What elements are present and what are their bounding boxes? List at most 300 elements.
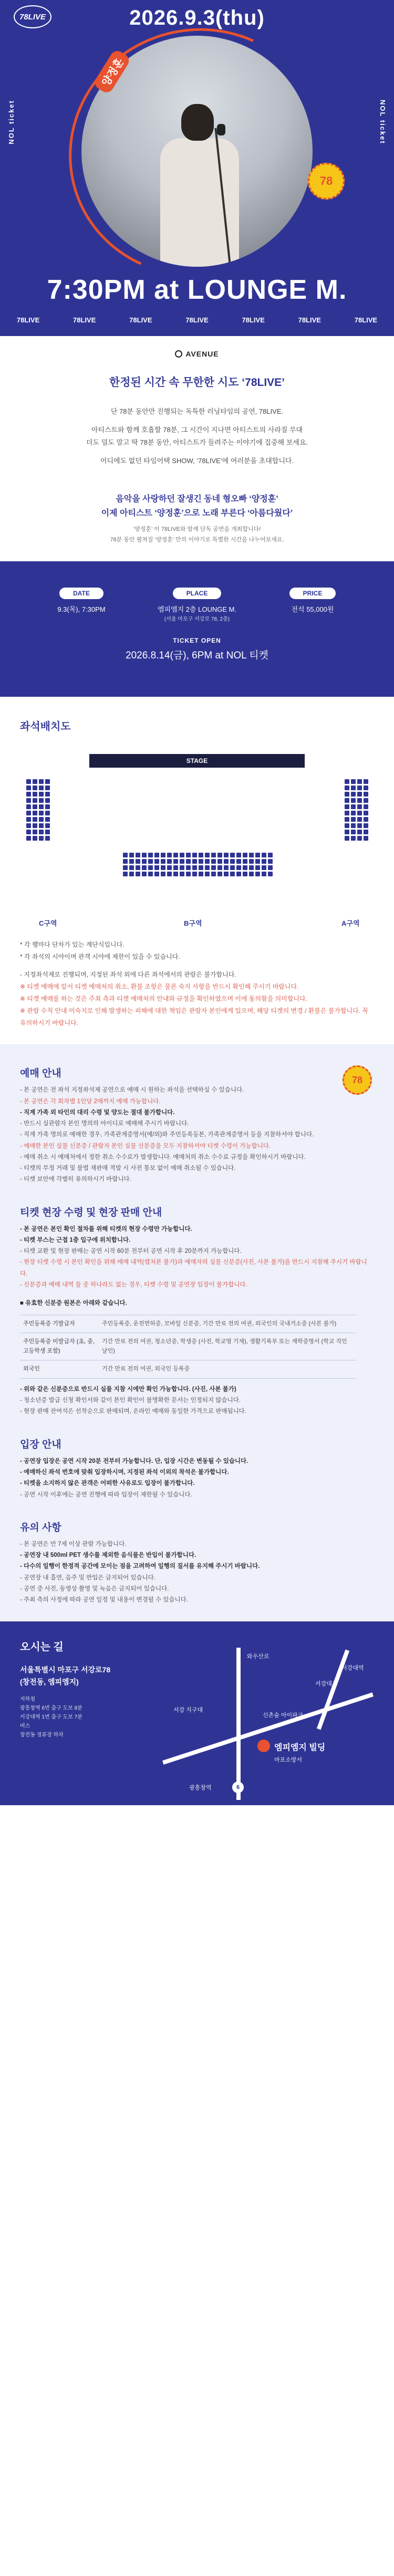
seat — [26, 811, 31, 815]
seat — [167, 853, 172, 857]
seat — [123, 872, 128, 876]
notice-line: - 본 공연은 전 좌석 지정좌석제 공연으로 예매 시 원하는 좌석을 선택하실 수 있습니다. — [20, 1087, 244, 1094]
seat — [129, 865, 134, 870]
seat — [192, 853, 197, 857]
seat — [39, 792, 44, 797]
marquee-item: 78LIVE — [16, 316, 40, 324]
seat — [351, 811, 356, 815]
seat — [136, 865, 140, 870]
seat — [230, 872, 235, 876]
notice-line: - 예매 취소 시 예매처에서 정한 취소 수수료가 발생합니다. 예매처의 취소 수수료 규정을 확인하시기 바랍니다. — [20, 1154, 306, 1160]
seat — [249, 853, 254, 857]
seat — [351, 779, 356, 784]
seat-rule: ※ 티켓 예매를 하는 것은 주최 측과 티켓 예매처의 안내와 규정을 확인하였으며 이에 동의함을 의미합니다. — [20, 994, 307, 1002]
marquee-item: 78LIVE — [185, 316, 209, 324]
notice-line: - 공연장 내 흡연, 음주 및 반입은 금지되어 있습니다. — [20, 1574, 155, 1581]
intro-paragraph: 어디에도 없던 타임어택 SHOW, ‘78LIVE’에 여러분을 초대합니다. — [100, 457, 294, 465]
seat — [199, 865, 203, 870]
seat — [211, 865, 216, 870]
map-label: 신촌숲 아이파크 — [263, 1712, 304, 1719]
seat — [161, 859, 165, 864]
nol-ticket-vertical-left: NOL ticket — [7, 100, 15, 144]
seat — [224, 853, 229, 857]
seat — [236, 872, 241, 876]
hero-date: 2026.9.3(thu) — [129, 6, 265, 29]
seat — [26, 804, 31, 809]
ticket-pickup-list — [20, 1224, 374, 1291]
info-columns — [0, 588, 394, 623]
78-badge-small: 78 — [343, 1065, 372, 1095]
map-label: 서강대교 — [315, 1681, 338, 1688]
seat — [186, 853, 191, 857]
notice-line: - 신분증과 예매 내역 둘 중 하나라도 없는 경우, 티켓 수령 및 공연장 입장이 불가합니다. — [20, 1282, 247, 1289]
ticket-open-label: TICKET OPEN — [173, 637, 221, 645]
78-badge: 78 — [308, 163, 345, 200]
notice-line: - 본 공연은 본인 확인 절차를 위해 티켓의 현장 수령만 가능합니다. — [20, 1226, 192, 1232]
road — [162, 1693, 374, 1765]
seat — [364, 817, 368, 822]
seat — [249, 872, 254, 876]
notice-line: - 티켓을 소지하지 않은 관객은 어떠한 사유로도 입장이 불가합니다. — [20, 1480, 195, 1487]
seat — [217, 859, 222, 864]
seat — [357, 779, 362, 784]
seat-block-a — [345, 779, 368, 841]
seat — [39, 823, 44, 828]
address: 서울특별시 마포구 서강로78 — [20, 1666, 111, 1674]
seat — [154, 865, 159, 870]
orange-arc-decoration — [34, 0, 360, 312]
marquee-item: 78LIVE — [354, 316, 378, 324]
seat — [39, 836, 44, 841]
seat-rule: ※ 티켓 예매에 앞서 티켓 예매처의 취소, 환불 조항은 물론 숙지 사항을 반드시 확인해 주시기 바랍니다. — [20, 983, 299, 991]
seat — [180, 859, 184, 864]
seat — [351, 836, 356, 841]
seat — [142, 859, 147, 864]
entry-guide-list — [20, 1456, 374, 1501]
seat — [236, 865, 241, 870]
seat — [351, 804, 356, 809]
seat — [136, 853, 140, 857]
seat — [345, 792, 349, 797]
seat — [129, 859, 134, 864]
seat — [364, 836, 368, 841]
event-info-band — [0, 561, 394, 697]
seat — [45, 811, 50, 815]
transport-info: 지하철 광흥창역 6번 출구 도보 8분 서강대역 1번 출구 도보 7분 버스 창전동 정류장 하차 — [20, 1697, 82, 1739]
seat — [173, 853, 178, 857]
seat — [224, 859, 229, 864]
seat — [364, 786, 368, 790]
notice-line: - 공연장 입장은 공연 시작 20분 전부터 가능합니다. 단, 입장 시간은 변동될 수 있습니다. — [20, 1458, 248, 1464]
booking-guide-title: 예매 안내 — [20, 1068, 61, 1080]
seat-block-c — [26, 779, 50, 841]
seat — [268, 865, 273, 870]
seat — [33, 804, 37, 809]
seat — [45, 792, 50, 797]
directions-section — [0, 1621, 394, 1805]
place-pill: PLACE — [173, 588, 222, 599]
intro-paragraph: 아티스트와 함께 호흡할 78분, 그 시간이 지나면 아티스트의 사라질 무대 더도 덜도 말고 딱 78분 동안, 아티스트가 들려주는 이야기에 집중해 보세요. — [86, 425, 308, 447]
map-label: 마포소방서 — [274, 1757, 303, 1764]
seat — [205, 865, 210, 870]
seat — [205, 859, 210, 864]
table-row — [20, 1360, 356, 1379]
place-address: (서울 마포구 서강로 78, 2층) — [164, 616, 230, 623]
seat — [230, 859, 235, 864]
seat — [129, 853, 134, 857]
seat — [357, 786, 362, 790]
seat — [345, 804, 349, 809]
seat — [33, 792, 37, 797]
marquee-row — [0, 316, 394, 324]
seat — [154, 853, 159, 857]
seat — [262, 853, 266, 857]
seat — [249, 859, 254, 864]
address-sub: (창전동, 엠피엠지) — [20, 1677, 79, 1686]
seat — [45, 823, 50, 828]
seat — [192, 865, 197, 870]
seat — [39, 817, 44, 822]
seat — [236, 853, 241, 857]
seat — [224, 865, 229, 870]
seat — [33, 830, 37, 834]
map-illustration — [158, 1648, 378, 1800]
seat — [142, 853, 147, 857]
seat — [173, 859, 178, 864]
seat — [148, 853, 153, 857]
seat — [211, 872, 216, 876]
seat — [26, 798, 31, 803]
seat — [161, 853, 165, 857]
seat — [45, 804, 50, 809]
seat — [217, 872, 222, 876]
seat — [199, 859, 203, 864]
seat — [211, 853, 216, 857]
seat — [351, 830, 356, 834]
notice-line: - 공연 시작 이후에는 공연 진행에 따라 입장이 제한될 수 있습니다. — [20, 1491, 192, 1498]
seat — [255, 859, 260, 864]
seat — [186, 865, 191, 870]
seat — [148, 865, 153, 870]
seat — [357, 836, 362, 841]
seat — [364, 792, 368, 797]
seat — [357, 811, 362, 815]
seat — [26, 830, 31, 834]
notice-line: - 티켓의 부정 거래 및 불법 재판매 적발 시 사전 통보 없이 예매 취소될 수 있습니다. — [20, 1165, 236, 1172]
seat — [167, 865, 172, 870]
notice-line: - 주최 측의 사정에 따라 공연 일정 및 내용이 변경될 수 있습니다. — [20, 1597, 188, 1604]
seat — [45, 779, 50, 784]
seat — [351, 798, 356, 803]
ticket-open-value: 2026.8.14(금), 6PM at NOL 티켓 — [126, 650, 268, 662]
id-desc: 기간 만료 전의 여권, 청소년증, 학생증 (사진, 학교명 기재), 생활기록부 또는 재학증명서 (학교 직인 날인) — [99, 1333, 356, 1360]
seat — [39, 830, 44, 834]
seating-section — [0, 697, 394, 1045]
seat — [26, 792, 31, 797]
seat — [180, 853, 184, 857]
seat — [123, 853, 128, 857]
id-type: 주민등록증 기발급자 — [20, 1315, 99, 1333]
nol-ticket-vertical-right: NOL ticket — [379, 100, 387, 144]
highlight-note: ‘양정훈’ 이 78LIVE와 함께 단독 공연을 개최합니다! 78분 동안 펼쳐질 ‘양정훈’ 만의 이야기로 특별한 시간을 나누어보세요. — [110, 526, 284, 543]
seat — [230, 865, 235, 870]
seat — [180, 872, 184, 876]
notice-line: - 공연장 내 500ml PET 생수를 제외한 음식물은 반입이 불가합니다. — [20, 1552, 196, 1559]
seat — [345, 798, 349, 803]
zone-label-a: A구역 — [341, 919, 360, 927]
date-pill: DATE — [59, 588, 103, 599]
sponsor-name: AVENUE — [185, 350, 219, 358]
seat — [33, 836, 37, 841]
seat — [136, 872, 140, 876]
id-type: 주민등록증 미발급자 (초, 중, 고등학생 포함) — [20, 1333, 99, 1360]
notice-line: - 직계 가족 명의로 예매한 경우, 가족관계증명서(예/외)와 주민등록등본, 가족관계증명서 등을 지참하셔야 합니다. — [20, 1132, 314, 1138]
seat — [345, 779, 349, 784]
price-pill: PRICE — [289, 588, 336, 599]
id-table-title: ■ 유효한 신분증 원본은 아래와 같습니다. — [20, 1300, 127, 1307]
marquee-item: 78LIVE — [242, 316, 265, 324]
intro-heading: 한정된 시간 속 무한한 시도 ‘78LIVE’ — [109, 376, 285, 389]
road — [236, 1648, 241, 1800]
map-label: 와우산로 — [247, 1653, 269, 1660]
place-info — [144, 588, 250, 623]
notice-line: - 본 공연은 각 회차별 1인당 2매까지 예매 가능합니다. — [20, 1098, 161, 1105]
artist-highlight — [21, 492, 373, 546]
seat — [364, 811, 368, 815]
intro-section — [0, 336, 394, 561]
entry-guide-title: 입장 안내 — [20, 1439, 61, 1450]
seat-notes — [20, 939, 374, 1029]
seat — [224, 872, 229, 876]
seat — [262, 865, 266, 870]
marquee-item: 78LIVE — [298, 316, 321, 324]
seat — [154, 872, 159, 876]
seat — [33, 786, 37, 790]
seat — [33, 817, 37, 822]
caution-title: 유의 사항 — [20, 1522, 61, 1533]
booking-guide-list — [20, 1085, 374, 1185]
seat — [345, 823, 349, 828]
seat — [345, 811, 349, 815]
id-type: 외국인 — [20, 1360, 99, 1379]
exit-number: 6 — [232, 1782, 244, 1793]
id-desc: 기간 만료 전의 여권, 외국인 등록증 — [99, 1360, 356, 1379]
seat — [26, 823, 31, 828]
highlight-line: 이제 아티스트 ‘양정훈’으로 노래 부른다 ‘아름다웠다’ — [101, 508, 293, 518]
seat — [345, 786, 349, 790]
seat — [39, 786, 44, 790]
seat — [26, 779, 31, 784]
seat — [364, 804, 368, 809]
seat — [33, 798, 37, 803]
seat — [45, 786, 50, 790]
seat — [364, 823, 368, 828]
seat — [364, 830, 368, 834]
seating-title: 좌석배치도 — [20, 720, 71, 732]
seat-rule: ※ 관람 수칙 안내 미숙지로 인해 발생하는 피해에 대한 책임은 관람자 본인에게 있으며, 해당 티켓의 변경 / 환불은 불가합니다. 꼭 유의하시기 바랍니다. — [20, 1007, 369, 1027]
id-desc: 주민등록증, 운전면허증, 모바일 신분증, 기간 만료 전의 여권, 외국인의 국내거소증 (사본 불가) — [99, 1315, 356, 1333]
seat — [33, 811, 37, 815]
notice-line: - 본 공연은 만 7세 이상 관람 가능합니다. — [20, 1541, 127, 1547]
seat — [268, 872, 273, 876]
sponsor-logo — [21, 350, 373, 358]
hero-poster — [0, 0, 394, 336]
seat — [345, 830, 349, 834]
seat — [136, 859, 140, 864]
seat — [345, 817, 349, 822]
notice-line: - 청소년증 발급 신청 확인서와 같이 본인 확인이 불명확한 문서는 인정되지 않습니다. — [20, 1397, 241, 1404]
seat — [255, 872, 260, 876]
price-value: 전석 55,000원 — [291, 605, 334, 613]
highlight-line: 음악을 사랑하던 잘생긴 동네 형오빠 ‘양정훈’ — [116, 494, 278, 504]
seat — [26, 836, 31, 841]
seat — [26, 786, 31, 790]
seat — [243, 865, 247, 870]
seat — [45, 830, 50, 834]
intro-paragraph: 단 78분 동안만 진행되는 독특한 러닝타임의 공연, 78LIVE. — [110, 407, 284, 415]
seat — [173, 865, 178, 870]
seat — [142, 872, 147, 876]
seat — [199, 853, 203, 857]
notice-line: - 직계 가족 외 타인의 대리 수령 및 양도는 절대 불가합니다. — [20, 1109, 175, 1116]
caution-list — [20, 1539, 374, 1606]
artist-name-tag: 양정훈 — [92, 48, 132, 95]
hero-time-venue: 7:30PM at LOUNGE M. — [47, 275, 347, 305]
seat — [236, 859, 241, 864]
notice-line: - 위와 같은 신분증으로 반드시 실물 지참 시에만 확인 가능합니다. (사진, 사본 불가) — [20, 1386, 236, 1392]
seat — [262, 872, 266, 876]
seat — [148, 859, 153, 864]
seat — [192, 859, 197, 864]
notice-line: - 반드시 실관람자 본인 명의의 아이디로 예매해 주시기 바랍니다. — [20, 1121, 189, 1127]
venue-label: 엠피엠지 빌딩 — [274, 1743, 326, 1753]
seat-block-b — [123, 853, 273, 876]
seat — [357, 830, 362, 834]
seat — [357, 823, 362, 828]
table-row — [20, 1333, 356, 1360]
place-value: 엠피엠지 2층 LOUNGE M. — [157, 605, 237, 613]
id-table — [20, 1315, 356, 1379]
seat — [249, 865, 254, 870]
seat — [351, 823, 356, 828]
seat — [205, 872, 210, 876]
price-info — [260, 588, 365, 623]
seat — [45, 798, 50, 803]
seat — [167, 859, 172, 864]
seat — [129, 872, 134, 876]
map-label: 광흥창역 — [189, 1785, 212, 1792]
seat — [161, 865, 165, 870]
road — [317, 1650, 349, 1730]
ticket-open — [0, 637, 394, 662]
seat — [268, 853, 273, 857]
notice-line: - 공연 중 사진, 동영상 촬영 및 녹음은 금지되어 있습니다. — [20, 1585, 169, 1592]
seat-note: * 각 행마다 단차가 있는 계단식입니다. — [20, 940, 125, 948]
seat — [357, 804, 362, 809]
seat — [351, 817, 356, 822]
date-value: 9.3(목), 7:30PM — [57, 605, 106, 613]
seat — [39, 798, 44, 803]
seat — [39, 779, 44, 784]
zone-label-b: B구역 — [184, 919, 202, 927]
seat — [148, 872, 153, 876]
seat — [186, 872, 191, 876]
seat — [255, 853, 260, 857]
ticket-pickup-more — [20, 1384, 374, 1418]
seat — [180, 865, 184, 870]
notice-section — [0, 1044, 394, 1621]
seat — [123, 859, 128, 864]
seat — [364, 798, 368, 803]
table-row — [20, 1315, 356, 1333]
seat — [205, 853, 210, 857]
notice-line: - 티켓 교환 및 현장 판매는 공연 시작 60분 전부터 공연 시작 후 20분까지 가능합니다. — [20, 1248, 242, 1255]
notice-line: - 현장 판매 잔여석은 선착순으로 판매되며, 온라인 예매와 동일한 가격으로 판매됩니다. — [20, 1408, 246, 1415]
seat — [123, 865, 128, 870]
seat — [211, 859, 216, 864]
notice-line: - 현장 티켓 수령 시 본인 확인을 위해 예매 내역(캡처본 불가)과 예매자의 실물 신분증(사진, 사본 불가)을 반드시 지참해 주시기 바랍니다. — [20, 1259, 367, 1277]
seat — [345, 836, 349, 841]
date-info — [29, 588, 134, 623]
seat-map — [20, 745, 374, 939]
marquee-item: 78LIVE — [129, 316, 152, 324]
seat — [33, 779, 37, 784]
avenue-logo-icon — [175, 350, 182, 358]
seat — [243, 872, 247, 876]
seat — [357, 792, 362, 797]
seat — [243, 853, 247, 857]
seat — [217, 865, 222, 870]
78live-logo: 78LIVE — [14, 5, 51, 28]
seat — [192, 872, 197, 876]
notice-line: - 예매하신 좌석 번호에 맞춰 입장하시며, 지정된 좌석 이외의 착석은 불가합니다. — [20, 1469, 229, 1475]
map-label: 서강대역 — [341, 1665, 364, 1672]
seat — [230, 853, 235, 857]
seat — [262, 859, 266, 864]
seat — [33, 823, 37, 828]
ticket-pickup-title: 티켓 현장 수령 및 현장 판매 안내 — [20, 1207, 162, 1218]
seat — [351, 786, 356, 790]
seat — [357, 817, 362, 822]
venue-pin-icon — [257, 1740, 270, 1752]
notice-line: - 예매한 본인 실물 신분증 / 관람자 본인 실물 신분증을 모두 지참하셔야 티켓 수령이 가능합니다. — [20, 1143, 271, 1149]
seat — [161, 872, 165, 876]
seat — [167, 872, 172, 876]
notice-line: - 다수의 일행이 한정적 공간에 모이는 점을 고려하여 일행의 질서를 유지해 주시기 바랍니다. — [20, 1563, 260, 1570]
map-label: 서강 지구대 — [173, 1707, 203, 1714]
seat — [217, 853, 222, 857]
seat — [351, 792, 356, 797]
seat — [255, 865, 260, 870]
marquee-item: 78LIVE — [73, 316, 96, 324]
seat — [154, 859, 159, 864]
stage: STAGE — [89, 754, 305, 768]
seat — [364, 779, 368, 784]
notice-line: - 티켓 부스는 근접 1층 입구에 위치합니다. — [20, 1237, 131, 1243]
seat — [186, 859, 191, 864]
seat — [199, 872, 203, 876]
seat — [357, 798, 362, 803]
seat — [243, 859, 247, 864]
directions-title: 오시는 길 — [20, 1641, 64, 1653]
seat — [268, 859, 273, 864]
seat — [45, 817, 50, 822]
seat — [173, 872, 178, 876]
zone-label-c: C구역 — [39, 919, 57, 927]
seat-rule: - 지정좌석제로 진행되며, 지정된 좌석 외에 다른 좌석에서의 관람은 불가합니다. — [20, 971, 236, 979]
seat — [45, 836, 50, 841]
seat — [26, 817, 31, 822]
